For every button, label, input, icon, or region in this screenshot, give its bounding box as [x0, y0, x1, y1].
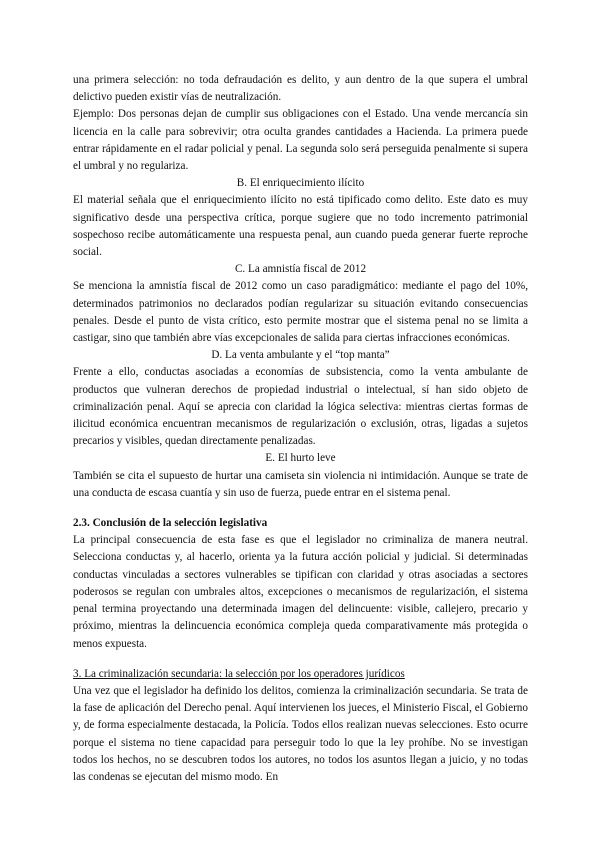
section-heading-3: 3. La criminalización secundaria: la selección por los operadores jurídicos — [73, 667, 405, 680]
paragraph-threshold: una primera selección: no toda defraudación es delito, y aun dentro de la que supera el umbral delictivo pueden existir vías de neutralización. — [73, 74, 528, 104]
section-heading-2-3: 2.3. Conclusión de la selección legislativa — [73, 517, 268, 530]
section-heading-c: C. La amnistía fiscal de 2012 — [234, 263, 367, 276]
paragraph-secondary-criminalization: Una vez que el legislador ha definido los delitos, comienza la criminalización secundaria. Se trata de la fase de aplicación del Derecho penal. Aquí intervienen los jueces, el Ministerio Fiscal, el Gobierno y, de forma especialmente destacada, la Policía. Todos ellos realizan nuevas selecciones. Esto ocurre porque el sistema no tiene capacidad para perseguir todo lo que la ley prohíbe. No se investigan todos los hechos, no se descubren todos los autores, no todos los asuntos llegan a juicio, y no todas las condenas se ejecutan del mismo modo. En — [73, 684, 528, 783]
document-page — [73, 72, 528, 786]
paragraph-street-vending: Frente a ello, conductas asociadas a economías de subsistencia, como la venta ambulante de productos que vulneran derechos de propiedad industrial o intelectual, sí han sido objeto de criminalización penal. Aquí se aprecia con claridad la lógica selectiva: mientras ciertas formas de ilicitud económica encuentran mecanismos de regularización o exclusión, otras, ligadas a sujetos precarios y visibles, quedan directamente penalizadas. — [73, 366, 528, 448]
paragraph-minor-theft: También se cita el supuesto de hurtar una camiseta sin violencia ni intimidación. Aunque se trate de una conducta de escasa cuantía y sin uso de fuerza, puede entrar en el sistema penal. — [73, 469, 528, 499]
paragraph-enrichment: El material señala que el enriquecimiento ilícito no está tipificado como delito. Este dato es muy significativo desde una perspectiva crítica, porque sugiere que no todo incremento patrimonial sospechoso recibe automáticamente una respuesta penal, aun cuando pueda generar fuerte reproche social. — [73, 194, 528, 259]
spacer — [73, 653, 528, 666]
paragraph-amnesty: Se menciona la amnistía fiscal de 2012 como un caso paradigmático: mediante el pago del 10%, determinados patrimonios no declarados podían regularizar su situación evitando consecuencias penales. Desde el punto de vista crítico, esto permite mostrar que el sistema penal no se limita a castigar, sino que también abre vías excepcionales de salida para ciertas infracciones económicas. — [73, 280, 528, 345]
paragraph-example: Ejemplo: Dos personas dejan de cumplir sus obligaciones con el Estado. Una vende mercancía sin licencia en la calle para sobrevivir; otra oculta grandes cantidades a Hacienda. La primera puede entrar rápidamente en el radar policial y penal. La segunda solo será perseguida penalmente si supera el umbral y no regulariza. — [73, 108, 528, 173]
section-heading-e: E. El hurto leve — [265, 452, 336, 465]
section-heading-b: B. El enriquecimiento ilícito — [236, 177, 365, 190]
section-heading-d: D. La venta ambulante y el “top manta” — [211, 349, 390, 362]
paragraph-conclusion: La principal consecuencia de esta fase es que el legislador no criminaliza de manera neutral. Selecciona conductas y, al hacerlo, orienta ya la futura acción policial y judicial. Si determinadas conductas vinculadas a sectores vulnerables se tipifican con claridad y otras asociadas a sectores poderosos se regulan con umbrales altos, excepciones o mecanismos de regularización, el sistema penal termina proyectando una determinada imagen del delincuente: visible, callejero, precario y próximo, mientras la delincuencia económica compleja queda comparativamente más protegida o menos expuesta. — [73, 534, 528, 650]
spacer — [73, 502, 528, 515]
